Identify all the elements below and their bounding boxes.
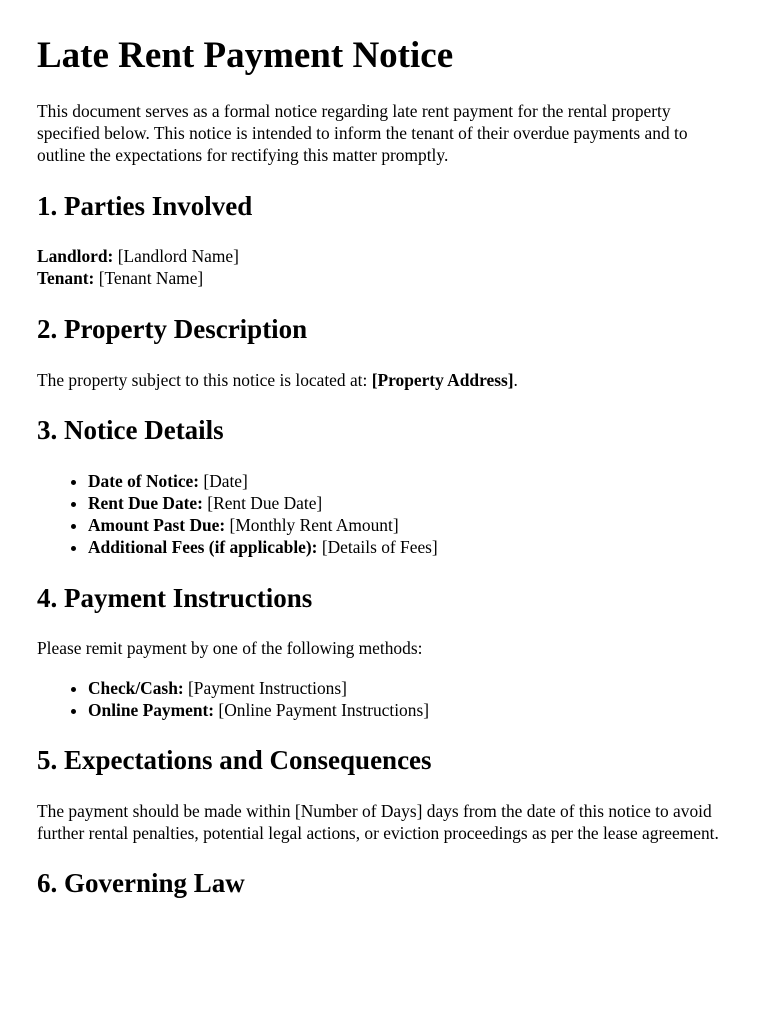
list-item-label: Rent Due Date:: [88, 493, 203, 513]
section-heading-property: 2. Property Description: [37, 314, 308, 344]
section-heading-parties: 1. Parties Involved: [37, 191, 253, 221]
list-item: [88, 677, 734, 699]
list-item-value: [Monthly Rent Amount]: [225, 515, 399, 535]
list-item: [88, 492, 734, 514]
tenant-value: [Tenant Name]: [94, 268, 204, 288]
document-title: Late Rent Payment Notice: [37, 35, 454, 76]
property-end: .: [513, 370, 518, 390]
property-address: [Property Address]: [371, 370, 514, 390]
expectations-paragraph: The payment should be made within [Number of Days] days from the date of this notice to avoid further rental penalties, potential legal actions, or eviction proceedings as per the lease agreement.: [37, 801, 719, 843]
landlord-value: [Landlord Name]: [113, 246, 239, 266]
section-heading-expectations: 5. Expectations and Consequences: [37, 745, 432, 775]
list-item: [88, 699, 734, 721]
list-item: [88, 470, 734, 492]
property-text: The property subject to this notice is located at:: [37, 370, 372, 390]
parties-line-tenant: [37, 268, 203, 288]
list-item-label: Date of Notice:: [88, 471, 200, 491]
notice-details-list: [37, 470, 734, 558]
list-item-value: [Rent Due Date]: [202, 493, 323, 513]
payment-methods-list: [37, 677, 734, 721]
list-item-label: Amount Past Due:: [88, 515, 226, 535]
tenant-label: Tenant:: [37, 268, 95, 288]
property-paragraph: [37, 369, 734, 391]
list-item-value: [Payment Instructions]: [183, 678, 347, 698]
payment-intro-paragraph: Please remit payment by one of the following methods:: [37, 638, 423, 658]
list-item: [88, 536, 734, 558]
list-item-label: Additional Fees (if applicable):: [88, 537, 318, 557]
list-item-value: [Online Payment Instructions]: [214, 700, 430, 720]
landlord-label: Landlord:: [37, 246, 114, 266]
list-item-value: [Date]: [199, 471, 248, 491]
list-item-label: Check/Cash:: [88, 678, 184, 698]
section-heading-notice: 3. Notice Details: [37, 415, 224, 445]
section-heading-payment: 4. Payment Instructions: [37, 583, 313, 613]
list-item: [88, 514, 734, 536]
section-heading-governing-law: 6. Governing Law: [37, 868, 245, 898]
parties-line-landlord: [37, 246, 239, 266]
parties-block: [37, 245, 734, 289]
list-item-label: Online Payment:: [88, 700, 215, 720]
intro-paragraph: This document serves as a formal notice regarding late rent payment for the rental property specified below. This notice is intended to inform the tenant of their overdue payments and to outline the expectations for rectifying this matter promptly.: [37, 101, 688, 165]
list-item-value: [Details of Fees]: [317, 537, 438, 557]
